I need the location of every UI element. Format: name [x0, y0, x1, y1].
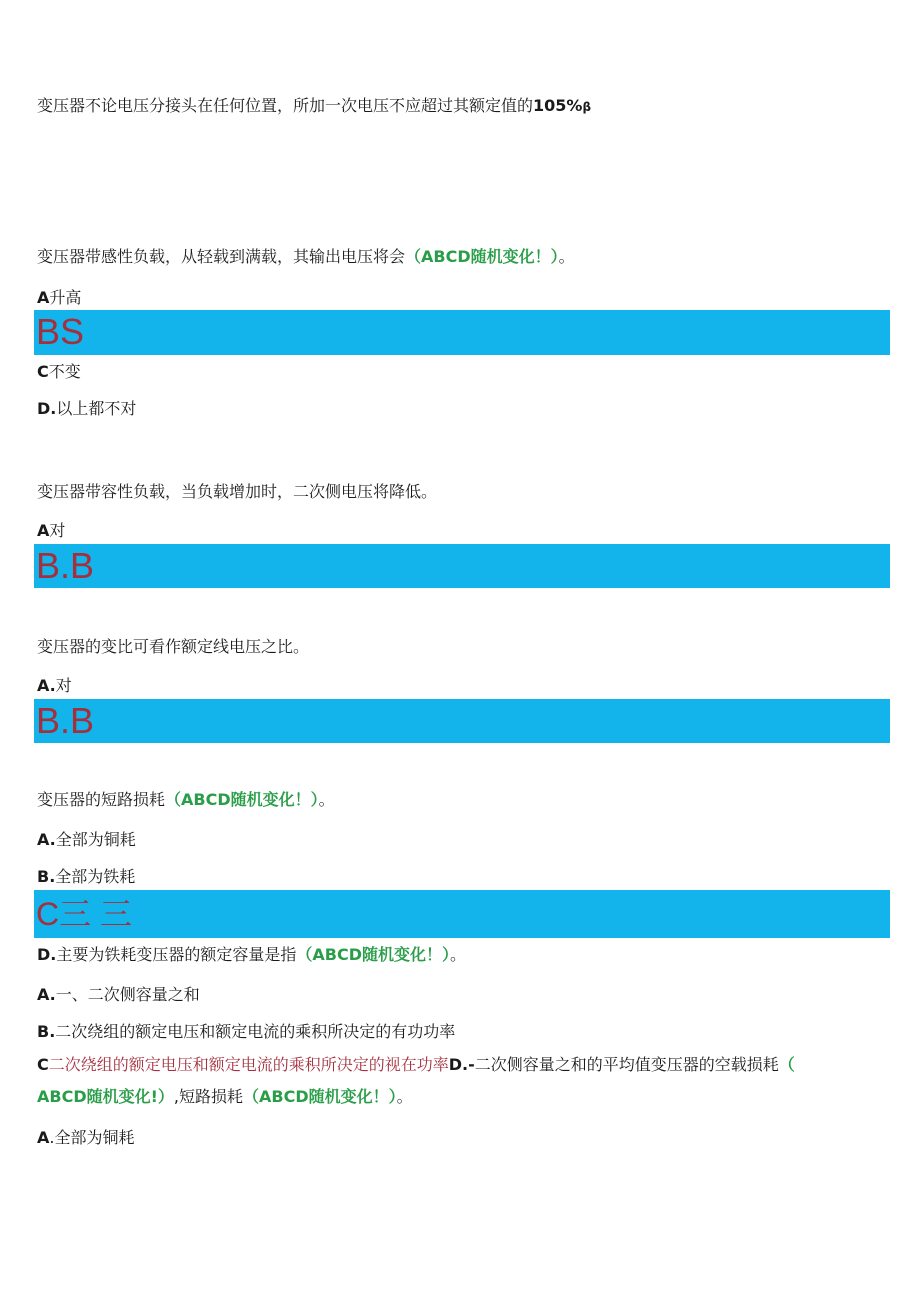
option-letter: A: [37, 288, 50, 307]
question-7-continued: [37, 1086, 413, 1108]
question-4: [37, 636, 309, 658]
question-7-option-a: [37, 1127, 135, 1149]
question-2-answer-mark: BS: [36, 311, 85, 352]
option-letter: A.: [37, 676, 56, 695]
option-letter: C: [37, 1055, 49, 1074]
question-2-option-c: [37, 361, 81, 383]
option-text: 全部为铜耗: [54, 1128, 135, 1147]
question-2-text: 变压器带感性负载，从轻载到满载，其输出电压将会: [37, 247, 406, 266]
option-letter: A: [37, 1128, 50, 1147]
option-text-correct: 二次绕组的额定电压和额定电流的乘积所决定的视在功率: [48, 1055, 449, 1074]
option-letter: D.: [37, 399, 57, 418]
question-3: [37, 481, 437, 503]
option-text: 全部为铜耗: [55, 830, 136, 849]
question-2-answer: （ABCD随机变化！）: [405, 247, 559, 266]
question-2-end: 。: [558, 247, 575, 266]
question-4-answer-mark: B.B: [36, 700, 95, 741]
option-text: 全部为铁耗: [55, 867, 136, 886]
question-6-end: 。: [450, 945, 467, 964]
question-6-answer: （ABCD随机变化！）: [296, 945, 450, 964]
question-6-option-a: [37, 984, 200, 1006]
question-7-answer: ABCD随机变化!）: [37, 1087, 174, 1106]
option-letter: B.: [37, 1022, 56, 1041]
answer-highlight-band: [34, 890, 890, 938]
question-6-text: 变压器的额定容量是指: [136, 945, 297, 964]
question-5-text: 变压器的短路损耗: [37, 790, 166, 809]
option-text: 对: [55, 676, 72, 695]
option-letter: A.: [37, 985, 56, 1004]
question-5-option-d: [37, 944, 466, 966]
question-7-text: 变压器的空载损耗: [650, 1055, 779, 1074]
option-letter: B.: [37, 867, 56, 886]
option-text: 二次侧容量之和的平均值: [474, 1055, 651, 1074]
question-7-answer-open: （: [778, 1055, 795, 1074]
option-text: 升高: [49, 288, 82, 307]
option-letter: A: [37, 521, 50, 540]
question-3-text: 变压器带容性负载，当负载增加时，二次侧电压将降低。: [37, 482, 438, 501]
question-4-option-a: [37, 675, 72, 697]
question-7-end: 。: [396, 1087, 413, 1106]
question-1-value: 105%: [533, 96, 583, 115]
question-1: [37, 95, 591, 118]
question-5-option-b: [37, 866, 135, 888]
question-2-option-d: [37, 398, 136, 420]
question-6-option-b: [37, 1021, 455, 1043]
question-1-text: 变压器不论电压分接头在任何位置，所加一次电压不应超过其额定值的: [37, 96, 534, 115]
question-5-answer: （ABCD随机变化！）: [165, 790, 319, 809]
question-2-option-a: [37, 287, 81, 309]
option-text: 以上都不对: [56, 399, 137, 418]
question-5-answer-mark: C三 三: [36, 896, 133, 932]
question-5: [37, 789, 335, 811]
option-text: 主要为铁耗: [56, 945, 137, 964]
question-6-option-c: [37, 1054, 795, 1076]
answer-highlight-band: [34, 699, 890, 743]
option-text: 不变: [48, 362, 81, 381]
option-separator: .: [49, 1128, 55, 1147]
question-5-option-a: [37, 829, 136, 851]
option-letter: A.: [37, 830, 56, 849]
answer-highlight-band: [34, 310, 890, 355]
option-text: 一、二次侧容量之和: [55, 985, 200, 1004]
answer-highlight-band: [34, 544, 890, 588]
question-4-text: 变压器的变比可看作额定线电压之比。: [37, 637, 310, 656]
question-7-answer-2: （ABCD随机变化！）: [243, 1087, 397, 1106]
option-letter: D.-: [448, 1055, 475, 1074]
option-letter: C: [37, 362, 49, 381]
question-3-option-a: [37, 520, 65, 542]
question-5-end: 。: [318, 790, 335, 809]
question-1-tail: β: [582, 100, 592, 114]
option-letter: D.: [37, 945, 57, 964]
option-text: 对: [49, 521, 66, 540]
option-text: 二次绕组的额定电压和额定电流的乘积所决定的有功功率: [55, 1022, 456, 1041]
question-2: [37, 246, 575, 268]
question-7-mid: ,短路损耗: [173, 1087, 243, 1106]
question-3-answer-mark: B.B: [36, 545, 95, 586]
